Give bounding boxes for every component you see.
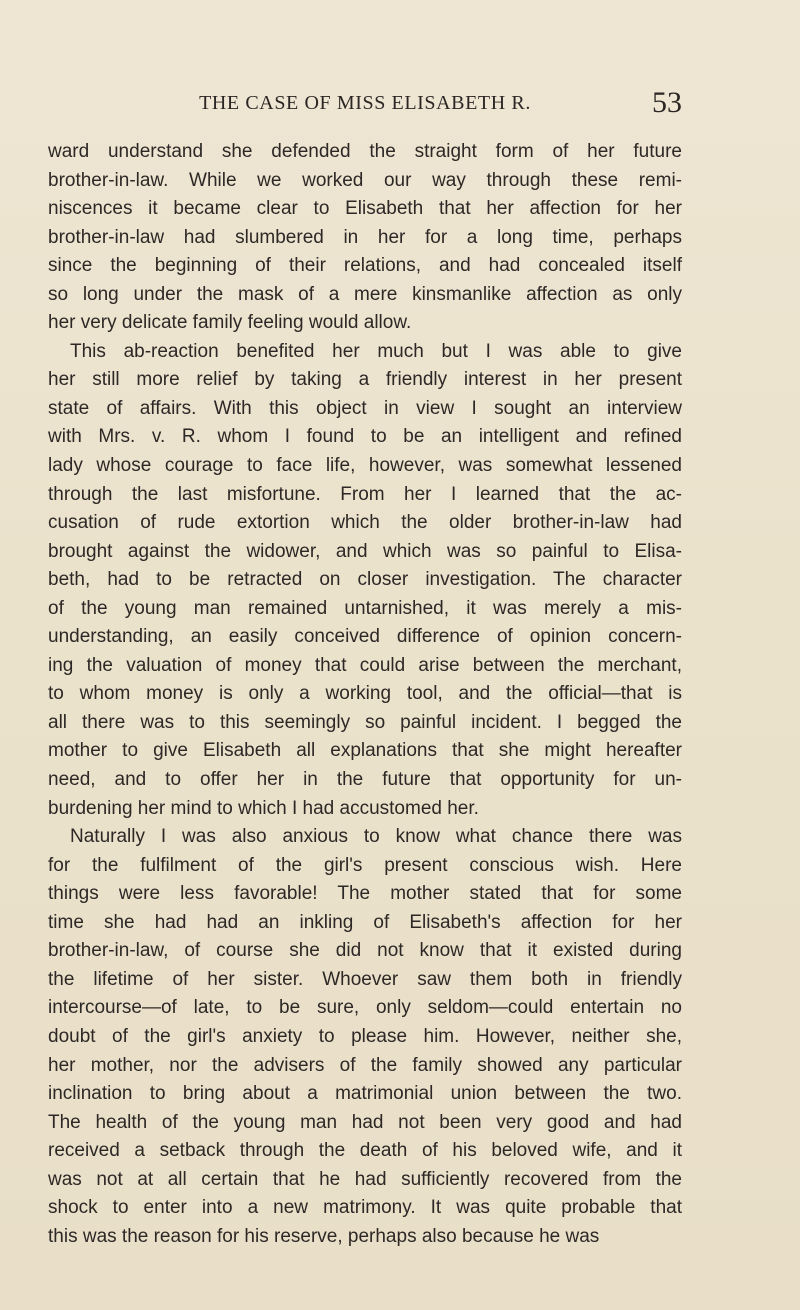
text-line: to whom money is only a working tool, and the official—that is [48, 683, 682, 705]
text-line: Naturally I was also anxious to know what chance there was [70, 826, 682, 848]
text-line: brought against the widower, and which was so painful to Elisa- [48, 540, 682, 562]
text-line: intercourse—of late, to be sure, only seldom—could entertain no [48, 997, 682, 1019]
text-line: understanding, an easily conceived difference of opinion concern- [48, 626, 682, 648]
text-line: ward understand she defended the straight form of her future [48, 141, 682, 162]
text-line: her mother, nor the advisers of the family showed any particular [48, 1054, 682, 1076]
body-text [48, 138, 682, 1251]
text-line: brother-in-law had slumbered in her for a long time, perhaps [48, 226, 682, 248]
text-line: for the fulfilment of the girl's present conscious wish. Here [48, 854, 682, 876]
text-line: so long under the mask of a mere kinsmanlike affection as only [48, 283, 682, 305]
text-line: all there was to this seemingly so painful incident. I begged the [48, 711, 682, 733]
text-line: since the beginning of their relations, and had concealed itself [48, 255, 682, 277]
text-line: beth, had to be retracted on closer investigation. The character [48, 569, 682, 591]
text-line: with Mrs. v. R. whom I found to be an intelligent and refined [48, 426, 682, 448]
text-line: inclination to bring about a matrimonial union between the two. [48, 1083, 682, 1105]
text-line: lady whose courage to face life, however, was somewhat lessened [48, 455, 682, 477]
text-line: doubt of the girl's anxiety to please him. However, neither she, [48, 1025, 682, 1047]
text-line: The health of the young man had not been very good and had [48, 1111, 682, 1133]
text-line: time she had had an inkling of Elisabeth's affection for her [48, 911, 682, 933]
text-line: was not at all certain that he had sufficiently recovered from the [48, 1168, 682, 1190]
text-line: the lifetime of her sister. Whoever saw them both in friendly [48, 968, 682, 990]
text-line: brother-in-law, of course she did not know that it existed during [48, 940, 682, 962]
text-line: received a setback through the death of his beloved wife, and it [48, 1140, 682, 1162]
text-line: her very delicate family feeling would allow. [48, 312, 412, 334]
text-line: brother-in-law. While we worked our way through these remi- [48, 169, 682, 191]
running-title: THE CASE OF MISS ELISABETH R. [199, 92, 531, 114]
text-line: through the last misfortune. From her I learned that the ac- [48, 483, 682, 505]
text-line: this was the reason for his reserve, perhaps also because he was [48, 1225, 600, 1247]
text-line: shock to enter into a new matrimony. It was quite probable that [48, 1197, 682, 1219]
text-line: burdening her mind to which I had accustomed her. [48, 797, 479, 819]
text-line: cusation of rude extortion which the older brother-in-law had [48, 512, 682, 534]
running-head [48, 88, 682, 124]
text-line: mother to give Elisabeth all explanations that she might hereafter [48, 740, 682, 762]
text-line: state of affairs. With this object in view I sought an interview [48, 397, 682, 419]
text-line: ing the valuation of money that could arise between the merchant, [48, 654, 682, 676]
text-line: her still more relief by taking a friendly interest in her present [48, 369, 682, 391]
text-line: of the young man remained untarnished, it was merely a mis- [48, 597, 682, 619]
text-line: This ab-reaction benefited her much but I was able to give [70, 340, 682, 362]
text-line: things were less favorable! The mother stated that for some [48, 883, 682, 905]
text-line: need, and to offer her in the future that opportunity for un- [48, 769, 682, 791]
page-number: 53 [652, 86, 682, 119]
text-line: niscences it became clear to Elisabeth that her affection for her [48, 198, 682, 220]
